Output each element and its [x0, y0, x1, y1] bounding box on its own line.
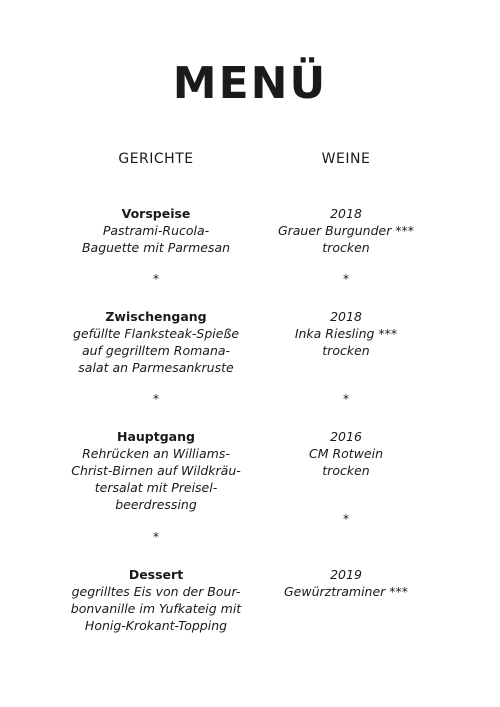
- course-name: Hauptgang: [117, 429, 195, 444]
- wine-name: Grauer Burgunder ***: [277, 223, 415, 238]
- wine-name: Gewürztraminer ***: [283, 584, 409, 599]
- wine-hauptgang: [236, 428, 456, 479]
- course-desc-line: Christ-Birnen auf Wildkräu-: [71, 463, 241, 478]
- course-desc-line: auf gegrilltem Romana-: [81, 343, 231, 358]
- separator-star: *: [153, 272, 159, 286]
- course-vorspeise: [46, 205, 266, 256]
- menu-title: MENÜ: [172, 58, 328, 109]
- wine-style: trocken: [322, 463, 370, 478]
- course-desc-line: Rehrücken an Williams-: [82, 446, 230, 461]
- course-hauptgang: [46, 428, 266, 513]
- course-desc-line: gegrilltes Eis von der Bour-: [71, 584, 241, 599]
- wine-name: CM Rotwein: [308, 446, 384, 461]
- course-desc-line: Honig-Krokant-Topping: [84, 618, 228, 633]
- wine-year: 2018: [330, 309, 362, 324]
- course-name: Zwischengang: [105, 309, 207, 324]
- course-name: Vorspeise: [121, 206, 191, 221]
- separator-star: *: [343, 272, 349, 286]
- wine-zwischengang: [236, 308, 456, 359]
- wine-vorspeise: [236, 205, 456, 256]
- wine-dessert: [236, 566, 456, 600]
- separator-star: *: [343, 512, 349, 526]
- column-header-wines: WEINE: [321, 151, 371, 167]
- wine-year: 2019: [330, 567, 362, 582]
- column-header-dishes: GERICHTE: [118, 151, 194, 167]
- course-desc-line: tersalat mit Preisel-: [94, 480, 218, 495]
- course-dessert: [46, 566, 266, 634]
- course-desc-line: beerdressing: [115, 497, 197, 512]
- course-desc-line: gefüllte Flanksteak-Spieße: [72, 326, 240, 341]
- course-desc-line: Pastrami-Rucola-: [102, 223, 210, 238]
- course-desc-line: Baguette mit Parmesan: [81, 240, 231, 255]
- course-name: Dessert: [128, 567, 184, 582]
- separator-star: *: [153, 530, 159, 544]
- wine-year: 2018: [330, 206, 362, 221]
- wine-year: 2016: [330, 429, 362, 444]
- wine-style: trocken: [322, 240, 370, 255]
- wine-style: trocken: [322, 343, 370, 358]
- course-desc-line: salat an Parmesankruste: [78, 360, 234, 375]
- separator-star: *: [343, 392, 349, 406]
- wine-name: Inka Riesling ***: [294, 326, 398, 341]
- course-desc-line: bonvanille im Yufkateig mit: [70, 601, 242, 616]
- course-zwischengang: [46, 308, 266, 376]
- separator-star: *: [153, 392, 159, 406]
